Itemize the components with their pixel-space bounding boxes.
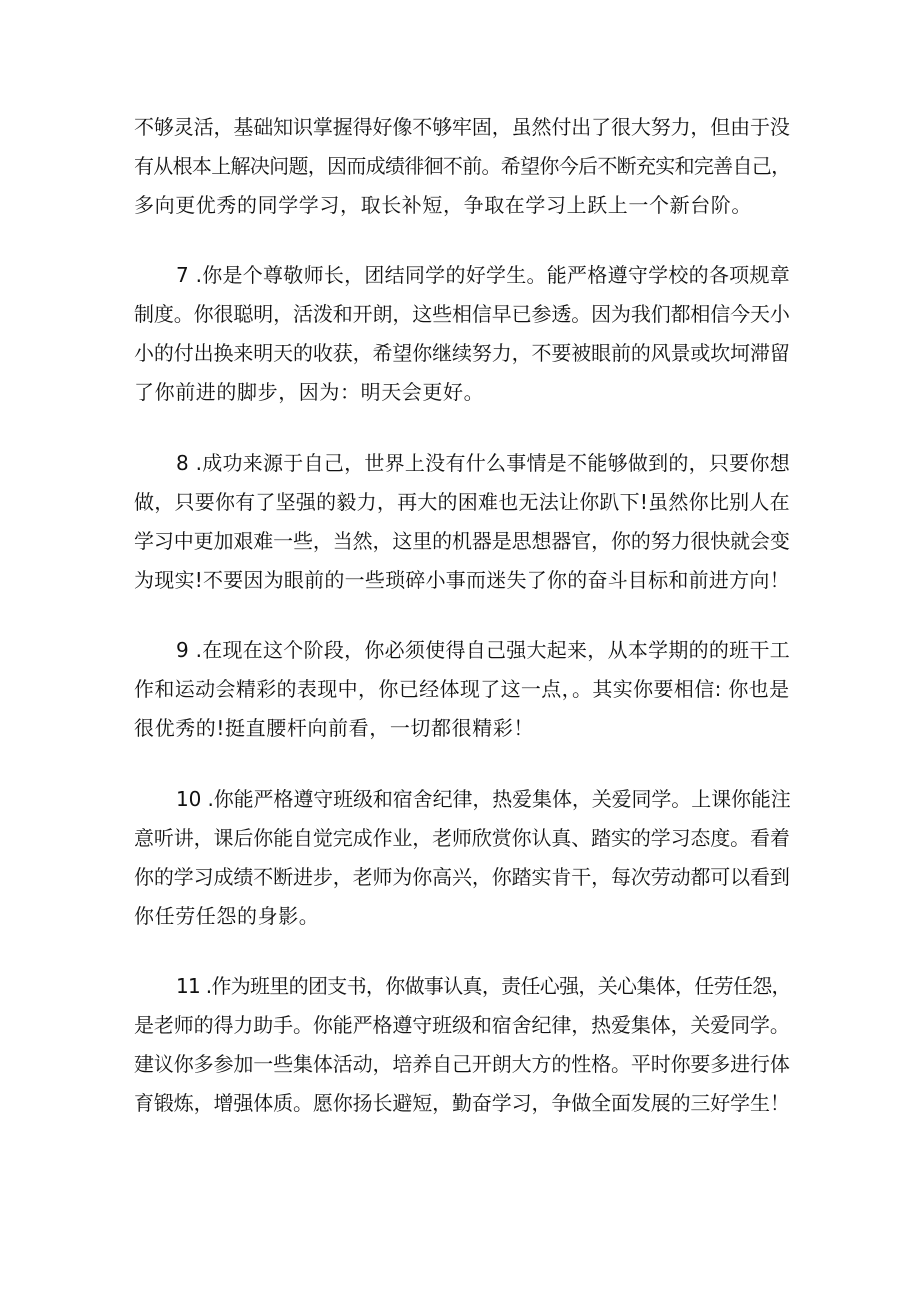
paragraph-line: 很优秀的!挺直腰杆向前看，一切都很精彩！ [134,716,535,740]
paragraph-line: 是老师的得力助手。你能严格遵守班级和宿舍纪律，热爱集体，关爱同学。 [134,1013,790,1037]
paragraph-line: 建议你多参加一些集体活动，培养自己开朗大方的性格。平时你要多进行体 [134,1052,790,1076]
paragraph-line: 7 .你是个尊敬师长，团结同学的好学生。能严格遵守学校的各项规章 [176,263,790,287]
paragraph-line: 你的学习成绩不断进步，老师为你高兴，你踏实肯干，每次劳动都可以看到 [134,865,790,889]
paragraph-line: 制度。你很聪明，活泼和开朗，这些相信早已参透。因为我们都相信今天小 [134,302,790,326]
paragraph-line: 10 .你能严格遵守班级和宿舍纪律，热爱集体，关爱同学。上课你能注 [176,787,791,811]
paragraph-line: 有从根本上解决问题，因而成绩徘徊不前。希望你今后不断充实和完善自己， [134,154,791,178]
paragraph-line: 了你前进的脚步，因为：明天会更好。 [134,380,485,404]
paragraph-line: 做，只要你有了坚强的毅力，再大的困难也无法让你趴下!虽然你比别人在 [134,490,790,514]
paragraph-line: 不够灵活，基础知识掌握得好像不够牢固，虽然付出了很大努力，但由于没 [134,115,790,139]
paragraph-line: 作和运动会精彩的表现中，你已经体现了这一点，。其实你要相信: 你也是 [134,677,790,701]
paragraph-line: 意听讲，课后你能自觉完成作业，老师欣赏你认真、踏实的学习态度。看着 [134,826,790,850]
paragraph-line: 小的付出换来明天的收获，希望你继续努力，不要被眼前的风景或坎坷滞留 [134,341,790,365]
paragraph-line: 你任劳任怨的身影。 [134,904,320,928]
paragraph-line: 多向更优秀的同学学习，取长补短，争取在学习上跃上一个新台阶。 [134,193,752,217]
paragraph-line: 9 .在现在这个阶段，你必须使得自己强大起来，从本学期的的班干工 [176,638,790,662]
paragraph-line: 为现实!不要因为眼前的一些琐碎小事而迷失了你的奋斗目标和前进方向！ [134,568,790,592]
paragraph-line: 育锻炼，增强体质。愿你扬长避短，勤奋学习，争做全面发展的三好学生！ [134,1091,790,1115]
paragraph-line: 学习中更加艰难一些，当然，这里的机器是思想器官，你的努力很快就会变 [134,529,790,553]
paragraph-line: 8 .成功来源于自己，世界上没有什么事情是不能够做到的，只要你想 [176,451,790,475]
paragraph-line: 11 .作为班里的团支书，你做事认真，责任心强，关心集体，任劳任怨， [176,974,791,998]
